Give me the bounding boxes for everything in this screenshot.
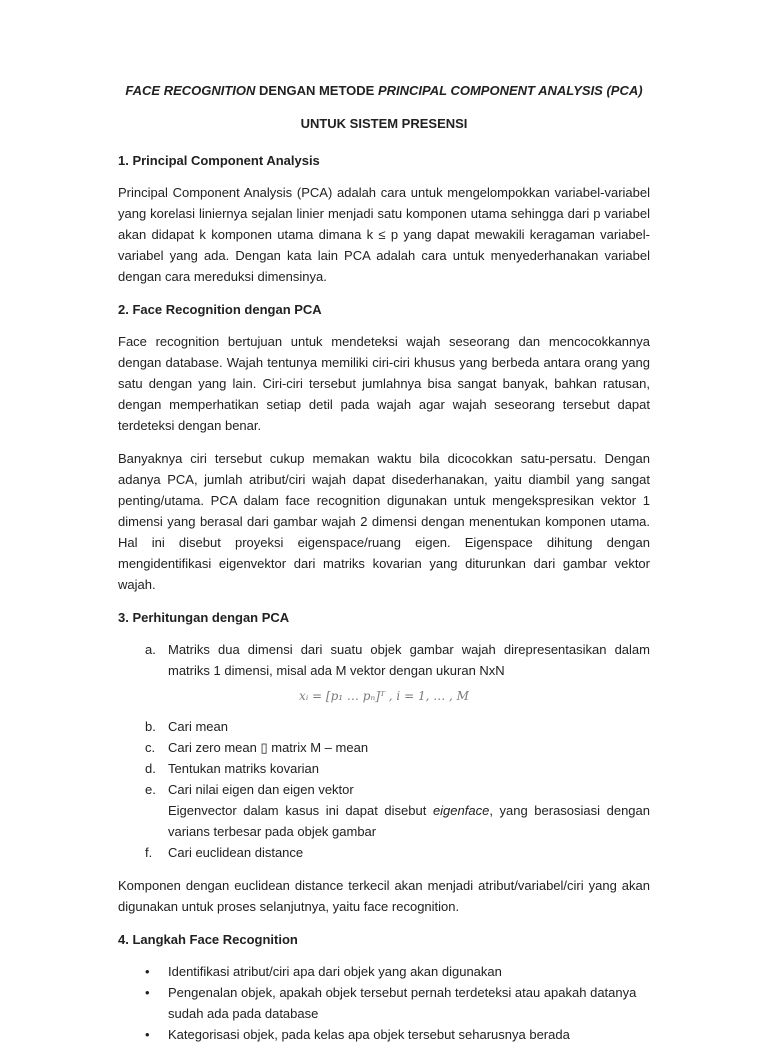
title-italic-part-2: PRINCIPAL COMPONENT ANALYSIS (PCA) [377,83,643,98]
list-item-e-note-post: , yang berasosiasi dengan varians terbesar pada objek gambar [168,803,650,839]
list-item-e-note-pre: Eigenvector dalam kasus ini dapat disebut [168,803,433,818]
bullet-item-2-text: Pengenalan objek, apakah objek tersebut pernah terdeteksi atau apakah datanya sudah ada pada database [168,985,637,1021]
document-subtitle: UNTUK SISTEM PRESENSI [300,116,468,131]
list-marker-b: b. [145,719,156,734]
list-item-e-note-italic: eigenface [432,803,490,818]
list-item-b [118,716,650,737]
title-italic-part-1: FACE RECOGNITION [125,83,256,98]
matrix-formula: xᵢ = [p₁ … pₙ]ᵀ , i = 1, … , M [299,689,469,703]
bullet-item-1-text: Identifikasi atribut/ciri apa dari objek yang akan digunakan [168,964,502,979]
list-item-d [118,758,650,779]
list-item-e [118,779,650,842]
list-item-f-text: Cari euclidean distance [168,845,304,860]
list-item-a-text: Matriks dua dimensi dari suatu objek gambar wajah direpresentasikan dalam matriks 1 dimensi, misal ada M vektor dengan ukuran NxN [168,642,650,678]
pca-steps-list [118,639,650,863]
list-marker-e: e. [145,782,156,797]
list-item-c-text: Cari zero mean ▯ matrix M – mean [168,740,369,755]
list-item-b-text: Cari mean [168,719,228,734]
list-marker-c: c. [145,740,156,755]
section-4-heading: 4. Langkah Face Recognition [118,932,298,947]
section-2-paragraph-2: Banyaknya ciri tersebut cukup memakan waktu bila dicocokkan satu-persatu. Dengan adanya PCA, jumlah atribut/ciri wajah dapat disederhanakan, yaitu diambil yang sangat penting/utama. PCA dalam face recognition digunakan untuk mengekspresikan vektor 1 dimensi yang berasal dari gambar wajah 2 dimensi dengan menentukan komponen utama. Hal ini disebut proyeksi eigenspace/ruang eigen. Eigenspace dihitung dengan mengidentifikasi eigenvektor dari matriks kovarian yang diturunkan dari gambar vektor wajah. [118,451,650,592]
face-recognition-steps-list [118,961,650,1045]
bullet-icon: • [145,1027,150,1042]
list-marker-d: d. [145,761,156,776]
title-normal-part: DENGAN METODE [255,83,378,98]
section-2-heading: 2. Face Recognition dengan PCA [118,302,322,317]
bullet-item-2 [118,982,650,1024]
list-marker-a: a. [145,642,156,657]
section-1-heading: 1. Principal Component Analysis [118,153,320,168]
list-item-c [118,737,650,758]
document-title [118,80,650,101]
list-item-f [118,842,650,863]
list-item-e-text [168,779,650,842]
bullet-item-1 [118,961,650,982]
list-item-e-line1: Cari nilai eigen dan eigen vektor [168,782,354,797]
bullet-item-3 [118,1024,650,1045]
section-3-heading: 3. Perhitungan dengan PCA [118,610,290,625]
bullet-item-3-text: Kategorisasi objek, pada kelas apa objek tersebut seharusnya berada [168,1027,570,1042]
bullet-icon: • [145,985,150,1000]
section-1-paragraph-1: Principal Component Analysis (PCA) adalah cara untuk mengelompokkan variabel-variabel yang korelasi liniernya sejalan linier menjadi satu komponen utama sehingga dari p variabel akan didapat k komponen utama dimana k ≤ p yang dapat mewakili keragaman variabel-variabel yang ada. Dengan kata lain PCA adalah cara untuk menyederhanakan variabel dengan cara mereduksi dimensinya. [118,185,650,284]
section-3-closing-paragraph: Komponen dengan euclidean distance terkecil akan menjadi atribut/variabel/ciri yang akan digunakan untuk proses selanjutnya, yaitu face recognition. [118,878,650,914]
bullet-icon: • [145,964,150,979]
list-item-d-text: Tentukan matriks kovarian [168,761,320,776]
list-item-a [118,639,650,681]
list-marker-f: f. [145,845,153,860]
section-2-paragraph-1: Face recognition bertujuan untuk mendeteksi wajah seseorang dan mencocokkannya dengan database. Wajah tentunya memiliki ciri-ciri khusus yang berbeda antara orang yang satu dengan yang lain. Ciri-ciri tersebut jumlahnya bisa sangat banyak, bahkan ratusan, dengan memperhatikan setiap detil pada wajah agar wajah seseorang tersebut dapat terdeteksi dengan benar. [118,334,650,433]
